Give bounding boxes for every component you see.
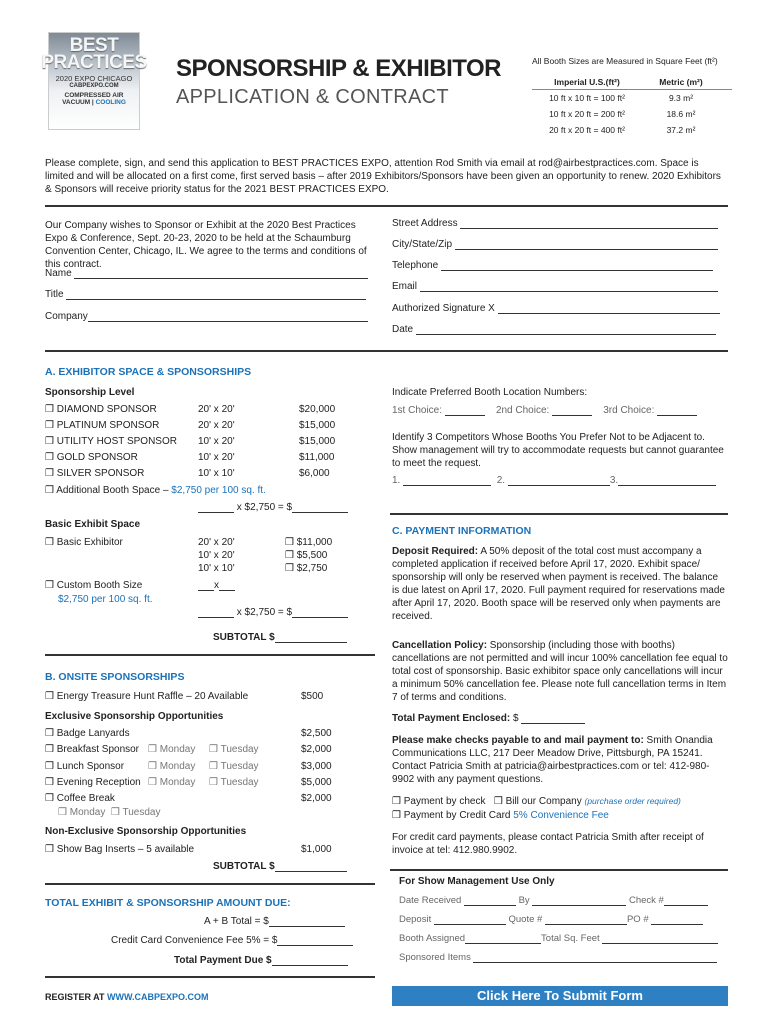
- custom-sqft-field[interactable]: [198, 607, 234, 618]
- preferred-booth-title: Indicate Preferred Booth Location Numbers:: [392, 387, 588, 398]
- phone-label: Telephone: [392, 260, 439, 271]
- po-field[interactable]: [651, 914, 703, 925]
- total-payment-label: Total Payment Due $: [174, 955, 272, 966]
- sponsor-option-label: DIAMOND SPONSOR: [56, 404, 157, 415]
- additional-space-price: $2,750 per 100 sq. ft.: [171, 485, 266, 496]
- size-metric: 37.2 m²: [666, 125, 696, 135]
- custom-width-field[interactable]: [198, 580, 214, 591]
- checkbox[interactable]: ❒: [45, 691, 54, 702]
- sponsor-option-label: UTILITY HOST SPONSOR: [56, 436, 177, 447]
- title-label: Title: [45, 289, 64, 300]
- size-imperial: 20 ft x 20 ft = 400 ft²: [549, 125, 625, 135]
- third-choice-field[interactable]: [657, 405, 697, 416]
- competitor-3-label: 3.: [609, 475, 619, 486]
- monday-label: Monday: [69, 807, 106, 818]
- email-label: Email: [392, 281, 418, 292]
- monday-label: Monday: [159, 761, 196, 772]
- monday-label: Monday: [159, 744, 196, 755]
- checkbox[interactable]: ❒: [493, 796, 503, 807]
- city-field[interactable]: [455, 239, 718, 250]
- sponsor-price: $20,000: [299, 404, 336, 415]
- additional-space-label: Additional Booth Space –: [56, 485, 169, 496]
- size-imperial: 10 ft x 20 ft = 200 ft²: [549, 109, 625, 119]
- divider: [45, 976, 375, 978]
- sponsor-size: 10' x 10': [198, 468, 235, 479]
- total-due-title: TOTAL EXHIBIT & SPONSORSHIP AMOUNT DUE:: [45, 897, 291, 909]
- subtotal-b-label: SUBTOTAL $: [213, 861, 275, 872]
- raffle-label: Energy Treasure Hunt Raffle – 20 Available: [56, 691, 249, 702]
- checkbox[interactable]: ❒: [148, 777, 157, 788]
- second-choice-field[interactable]: [552, 405, 592, 416]
- exclusive-item-price: $2,500: [301, 728, 332, 739]
- checkbox[interactable]: ❒: [45, 793, 54, 804]
- metric-header: Metric (m²): [659, 76, 703, 87]
- exclusive-item-label: Evening Reception: [56, 777, 141, 788]
- quote-field[interactable]: [545, 914, 627, 925]
- sqft-field[interactable]: [602, 933, 718, 944]
- checkbox[interactable]: ❒: [148, 761, 157, 772]
- deposit-label: Deposit: [399, 914, 432, 925]
- sponsor-option-label: SILVER SPONSOR: [56, 468, 145, 479]
- check-no-field[interactable]: [664, 895, 708, 906]
- checkbox[interactable]: ❒: [285, 537, 294, 548]
- basic-size: 20' x 20': [198, 537, 235, 548]
- booth-size-table: [532, 56, 732, 138]
- title-field[interactable]: [66, 289, 366, 300]
- signature-field[interactable]: [498, 303, 720, 314]
- divider: [390, 513, 728, 515]
- section-c-title: C. PAYMENT INFORMATION: [392, 525, 532, 537]
- sponsor-size: 20' x 20': [198, 404, 235, 415]
- exclusive-item-price: $5,000: [301, 777, 332, 788]
- basic-price: $2,750: [296, 563, 328, 574]
- tuesday-label: Tuesday: [220, 777, 259, 788]
- checkbox[interactable]: ❒: [45, 420, 54, 431]
- subtotal-b-field[interactable]: [275, 861, 347, 872]
- cancellation-text: Cancellation Policy: Sponsorship (including those with booths) cancellations are not permitted and will incur 100% cancellation fee equal to total cost of sponsorship. Basic exhibitor space only cancellations will incur a minimum 50% cancellation fee. Please note full cancellation terms in Item 7 of terms and conditions.: [392, 640, 728, 703]
- cc-fee-field[interactable]: [277, 935, 353, 946]
- checkbox[interactable]: ❒: [45, 436, 54, 447]
- signature-label: Authorized Signature X: [392, 303, 495, 314]
- custom-total-field[interactable]: [292, 607, 348, 618]
- intro-text: Please complete, sign, and send this application to BEST PRACTICES EXPO, attention Rod Smith via email at rod@airbestpractices.com. Space is limited and will be allocated on a first come, first served basis – after 2019 Exhibitors/Sponsors have been given an opportunity to renew. 2020 Exhibitors & Sponsors will receive priority status for the 2021 BEST PRACTICES EXPO.: [45, 158, 721, 195]
- checkbox[interactable]: ❒: [392, 810, 401, 821]
- competitor-1-label: 1.: [392, 475, 401, 486]
- agreement-text: Our Company wishes to Sponsor or Exhibit at the 2020 Best Practices Expo & Conference, Sept. 20-23, 2020 to be held at the Schaumburg Convention Center, Chicago, IL. We agree to the terms and conditions of this contract.: [45, 220, 367, 270]
- checkbox[interactable]: ❒: [45, 537, 54, 548]
- sponsor-option-label: GOLD SPONSOR: [56, 452, 138, 463]
- booth-assigned-field[interactable]: [465, 933, 541, 944]
- city-label: City/State/Zip: [392, 239, 453, 250]
- checkbox[interactable]: ❒: [209, 761, 218, 772]
- checkbox[interactable]: ❒: [45, 468, 54, 479]
- additional-calc-label: x $2,750 = $: [236, 502, 293, 513]
- imperial-header: Imperial U.S.(ft²): [554, 76, 620, 87]
- expo-logo: [41, 32, 147, 130]
- checkbox[interactable]: ❒: [45, 844, 54, 855]
- logo-practices: PRACTICES: [41, 52, 147, 73]
- checkbox[interactable]: ❒: [45, 452, 54, 463]
- sponsor-size: 10' x 20': [198, 452, 235, 463]
- divider: [45, 883, 375, 885]
- monday-label: Monday: [159, 777, 196, 788]
- basic-exhibitor-label: Basic Exhibitor: [56, 537, 123, 548]
- po-label: PO #: [626, 914, 649, 925]
- raffle-price: $500: [301, 691, 324, 702]
- basic-exhibit-heading: Basic Exhibit Space: [45, 519, 141, 530]
- checkbox[interactable]: ❒: [45, 777, 54, 788]
- sponsor-price: $15,000: [299, 420, 336, 431]
- basic-price: $11,000: [296, 537, 333, 548]
- section-a-title: A. EXHIBITOR SPACE & SPONSORSHIPS: [45, 366, 252, 378]
- size-note: All Booth Sizes are Measured in Square Feet (ft²): [532, 56, 718, 66]
- deposit-field[interactable]: [434, 914, 506, 925]
- additional-total-field[interactable]: [292, 502, 348, 513]
- sponsored-items-label: Sponsored Items: [399, 952, 471, 963]
- register-url[interactable]: WWW.CABPEXPO.COM: [107, 992, 209, 1002]
- street-label: Street Address: [392, 218, 458, 229]
- check-payment-text: Please make checks payable to and mail payment to: Smith Onandia Communications LLC, 217 Deer Meadow Drive, Pittsburgh, PA 15241. Contact Patricia Smith at patricia@airbestpractices.com or tel: 412-980-9902 with any payment questions.: [392, 735, 713, 785]
- checkbox[interactable]: ❒: [45, 744, 54, 755]
- page-title: SPONSORSHIP & EXHIBITOR: [176, 55, 502, 82]
- management-title: For Show Management Use Only: [399, 876, 555, 887]
- section-b-title: B. ONSITE SPONSORSHIPS: [45, 671, 185, 683]
- size-metric: 9.3 m²: [668, 93, 694, 103]
- po-note: (purchase order required): [584, 796, 681, 806]
- competitor-1-field[interactable]: [403, 475, 491, 486]
- exclusive-item-label: Badge Lanyards: [56, 728, 130, 739]
- payment-enclosed-label: Total Payment Enclosed:: [392, 713, 511, 724]
- additional-sqft-field[interactable]: [198, 502, 234, 513]
- name-label: Name: [45, 268, 72, 279]
- logo-expo: 2020 EXPO CHICAGO: [55, 74, 133, 83]
- basic-size: 10' x 20': [198, 550, 235, 561]
- tuesday-label: Tuesday: [220, 761, 259, 772]
- phone-field[interactable]: [441, 260, 713, 271]
- checkbox[interactable]: ❒: [392, 796, 401, 807]
- exclusive-item-label: Lunch Sponsor: [56, 761, 125, 772]
- by-label: By: [518, 895, 530, 906]
- competitor-2-label: 2.: [496, 475, 506, 486]
- sponsorship-level-heading: Sponsorship Level: [45, 387, 135, 398]
- exclusive-item-price: $2,000: [301, 793, 332, 804]
- exclusive-item-label: Coffee Break: [56, 793, 115, 804]
- custom-booth-label: Custom Booth Size: [56, 580, 143, 591]
- divider: [45, 350, 728, 352]
- checkbox[interactable]: ❒: [285, 550, 294, 561]
- exclusive-item-price: $2,000: [301, 744, 332, 755]
- booth-assigned-label: Booth Assigned: [399, 933, 466, 944]
- sponsor-size: 10' x 20': [198, 436, 235, 447]
- sponsor-price: $11,000: [299, 452, 335, 463]
- logo-compressed-air: COMPRESSED AIR: [64, 92, 124, 99]
- checkbox[interactable]: ❒: [45, 404, 54, 415]
- page-subtitle: APPLICATION & CONTRACT: [176, 86, 449, 108]
- sponsor-size: 20' x 20': [198, 420, 235, 431]
- bag-inserts-label: Show Bag Inserts – 5 available: [56, 844, 195, 855]
- custom-x-label: x: [214, 580, 219, 591]
- payment-enclosed-sign: $: [510, 713, 519, 724]
- submit-form-button[interactable]: Click Here To Submit Form: [392, 986, 728, 1006]
- date-label: Date: [392, 324, 414, 335]
- checkbox[interactable]: ❒: [209, 744, 218, 755]
- deposit-text: Deposit Required: A 50% deposit of the total cost must accompany a completed application if received before April 17, 2020. Exhibit space/ sponsorship will only be reserved when payment is received. The balance is due latest on April 17, 2020. Full payment required for reservations made after April 17, 2020. Booth space will be reserved only when payments are received.: [392, 546, 725, 622]
- sponsor-option-label: PLATINUM SPONSOR: [56, 420, 160, 431]
- checkbox[interactable]: ❒: [58, 807, 67, 818]
- date-received-field[interactable]: [464, 895, 516, 906]
- total-payment-field[interactable]: [272, 955, 348, 966]
- non-exclusive-heading: Non-Exclusive Sponsorship Opportunities: [45, 826, 247, 837]
- payment-enclosed-field[interactable]: [521, 713, 585, 724]
- name-field[interactable]: [74, 268, 368, 279]
- sponsored-items-field[interactable]: [473, 952, 717, 963]
- competitors-text: Identify 3 Competitors Whose Booths You Prefer Not to be Adjacent to. Show management will try to accommodate requests but cannot guarantee to meet the request.: [392, 432, 724, 469]
- bill-company-label: Bill our Company: [505, 796, 582, 807]
- size-metric: 18.6 m²: [666, 109, 696, 119]
- first-choice-field[interactable]: [445, 405, 485, 416]
- checkbox[interactable]: ❒: [45, 761, 54, 772]
- logo-web: CABPEXPO.COM: [69, 83, 119, 89]
- checkbox[interactable]: ❒: [110, 807, 120, 818]
- cc-fee-label: Credit Card Convenience Fee 5% = $: [111, 935, 278, 946]
- sponsor-price: $15,000: [299, 436, 336, 447]
- pay-by-card-label: Payment by Credit Card: [403, 810, 511, 821]
- register-text: REGISTER AT WWW.CABPEXPO.COM: [45, 992, 209, 1002]
- size-imperial: 10 ft x 10 ft = 100 ft²: [549, 93, 625, 103]
- checkbox[interactable]: ❒: [209, 777, 218, 788]
- custom-calc-label: x $2,750 = $: [236, 607, 293, 618]
- ab-total-label: A + B Total = $: [204, 916, 269, 927]
- tuesday-label: Tuesday: [122, 807, 161, 818]
- exclusive-item-price: $3,000: [301, 761, 332, 772]
- date-field[interactable]: [416, 324, 716, 335]
- second-choice-label: 2nd Choice:: [495, 405, 550, 416]
- basic-price: $5,500: [296, 550, 328, 561]
- subtotal-a-label: SUBTOTAL $: [213, 632, 275, 643]
- checkbox[interactable]: ❒: [45, 485, 54, 496]
- checkbox[interactable]: ❒: [45, 728, 54, 739]
- quote-label: Quote #: [508, 914, 543, 925]
- divider: [45, 654, 375, 656]
- subtotal-a-field[interactable]: [275, 632, 347, 643]
- by-field[interactable]: [532, 895, 626, 906]
- exclusive-heading: Exclusive Sponsorship Opportunities: [45, 711, 224, 722]
- sponsor-price: $6,000: [299, 468, 330, 479]
- divider: [45, 205, 728, 207]
- custom-depth-field[interactable]: [219, 580, 235, 591]
- first-choice-label: 1st Choice:: [392, 405, 443, 416]
- logo-vacuum-cooling: VACUUM | COOLING: [62, 99, 126, 106]
- management-box: [390, 869, 728, 969]
- street-field[interactable]: [460, 218, 718, 229]
- checkbox[interactable]: ❒: [45, 580, 54, 591]
- company-label: Company: [45, 311, 88, 322]
- email-field[interactable]: [420, 281, 718, 292]
- custom-booth-price: $2,750 per 100 sq. ft.: [58, 594, 153, 605]
- check-no-label: Check #: [628, 895, 664, 906]
- credit-card-note: For credit card payments, please contact Patricia Smith after receipt of invoice at tel: 412.980.9902.: [392, 832, 704, 856]
- date-received-label: Date Received: [399, 895, 462, 906]
- checkbox[interactable]: ❒: [148, 744, 157, 755]
- company-field[interactable]: [88, 311, 368, 322]
- exclusive-item-label: Breakfast Sponsor: [56, 744, 140, 755]
- ab-total-field[interactable]: [269, 916, 345, 927]
- checkbox[interactable]: ❒: [285, 563, 294, 574]
- sqft-label: Total Sq. Feet: [541, 933, 600, 944]
- pay-by-check-label: Payment by check: [403, 796, 486, 807]
- basic-size: 10' x 10': [198, 563, 235, 574]
- competitor-2-field[interactable]: [508, 475, 610, 486]
- convenience-fee-note: 5% Convenience Fee: [513, 810, 609, 821]
- bag-inserts-price: $1,000: [301, 844, 332, 855]
- competitor-3-field[interactable]: [618, 475, 716, 486]
- tuesday-label: Tuesday: [220, 744, 259, 755]
- third-choice-label: 3rd Choice:: [603, 405, 655, 416]
- logo-best: BEST: [69, 35, 119, 56]
